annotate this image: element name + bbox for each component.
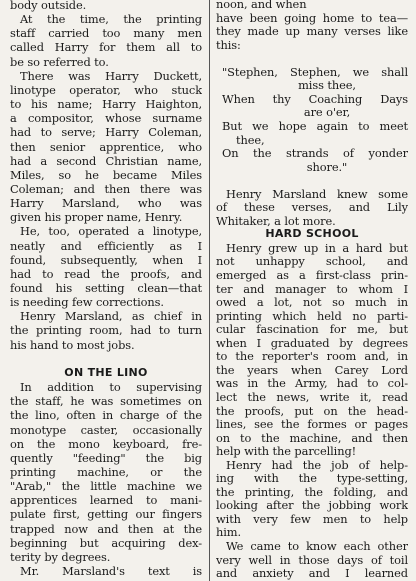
text-line <box>216 51 408 65</box>
text-line: this: <box>216 37 241 52</box>
text-line: lect the news, write it, read <box>216 389 408 404</box>
text-line: the years when Carey Lord <box>216 362 408 377</box>
text-line: Henry Marsland, as chief in <box>20 309 202 324</box>
text-line: on to the machine, and then <box>216 430 408 445</box>
text-line: very well in those days of toil <box>216 552 408 567</box>
text-line: a compositor, whose surname <box>10 111 202 126</box>
text-line: lines, see the formes or pages <box>216 417 408 432</box>
text-line: have been going home to tea— <box>216 10 408 25</box>
text-line: apprentices learned to mani- <box>10 493 202 508</box>
text-line: We came to know each other <box>226 539 408 553</box>
text-line: are o'er, <box>303 105 351 120</box>
text-line: him. <box>216 525 242 540</box>
text-line: the proofs, put on the head- <box>216 403 408 418</box>
text-line: staff carried too many men <box>10 26 202 41</box>
text-line: emerged as a first-class prin- <box>216 268 408 282</box>
text-line: given his proper name, Henry. <box>10 210 183 225</box>
text-line: thee, <box>236 132 265 147</box>
text-line: But we hope again to meet <box>222 118 408 133</box>
text-line <box>10 352 202 366</box>
text-line: On the strands of yonder <box>222 146 408 161</box>
text-line: then senior apprentice, who <box>10 139 202 154</box>
text-line: had to serve; Harry Coleman, <box>10 125 202 140</box>
text-line: of these verses, and Lily <box>216 200 408 215</box>
text-line: Mr. Marsland's text is <box>20 564 202 578</box>
text-line: terity by degrees. <box>10 549 111 564</box>
text-line: Coleman; and then there was <box>10 181 202 196</box>
section-heading: ON THE LINO <box>64 365 148 379</box>
text-line: when I graduated by degrees <box>216 335 408 350</box>
text-line: linotype operator, who stuck <box>10 82 202 97</box>
text-line: "Arab," the little machine we <box>10 479 202 494</box>
text-line: had to read the proofs, and <box>10 266 202 281</box>
text-line: Whitaker, a lot more. <box>216 213 336 228</box>
text-line: his hand to most jobs. <box>10 337 135 352</box>
text-line: Henry had the job of help- <box>226 457 408 472</box>
text-line: on the mono keyboard, fre- <box>10 436 202 451</box>
text-line: help with the parcelling! <box>216 444 357 459</box>
text-line: noon, and when <box>216 0 307 11</box>
text-line: found, subsequently, when I <box>10 252 202 267</box>
text-line: they made up many verses like <box>216 24 408 39</box>
text-line: with very few men to help <box>216 511 408 526</box>
text-line: Henry grew up in a hard but <box>226 240 408 255</box>
left-column <box>10 0 202 581</box>
text-line: quently "feeding" the big <box>10 450 202 465</box>
text-line: trapped now and then at the <box>10 521 202 536</box>
text-line: found his setting clean—that <box>10 281 202 295</box>
text-line: be so referred to. <box>10 54 109 69</box>
text-line: called Harry for them all to <box>10 40 202 55</box>
text-line: monotype caster, occasionally <box>10 422 202 437</box>
text-line: At the time, the printing <box>20 12 202 27</box>
text-line: the lino, often in charge of the <box>10 408 202 423</box>
text-line: printing which held no parti- <box>216 308 408 323</box>
text-line: There was Harry Duckett, <box>20 68 202 83</box>
text-line: He, too, operated a linotype, <box>20 224 202 239</box>
text-line: body outside. <box>10 0 87 12</box>
text-line: ter and manager to whom I <box>216 281 408 296</box>
text-line: pulate first, getting our fingers <box>10 507 202 522</box>
text-line: looking after the jobbing work <box>216 498 408 513</box>
text-line: to the reporter's room and, in <box>216 349 408 364</box>
text-line: owed a lot, not so much in <box>216 295 408 310</box>
text-line: beginning but acquiring dex- <box>10 535 202 550</box>
text-line: ing with the type-setting, <box>216 471 408 486</box>
right-column <box>216 0 408 581</box>
text-line: "Stephen, Stephen, we shall <box>222 64 408 79</box>
text-line: neatly and efficiently as I <box>10 238 202 253</box>
text-line: cular fascination for me, but <box>216 322 408 337</box>
text-line: the printing room, had to turn <box>10 323 202 338</box>
text-line: the printing, the folding, and <box>216 484 408 499</box>
text-line: had a second Christian name, <box>10 153 202 168</box>
text-line: the staff, he was sometimes on <box>10 394 202 409</box>
text-line: In addition to supervising <box>20 380 202 395</box>
text-line: was in the Army, had to col- <box>216 376 408 391</box>
text-line: Henry Marsland knew some <box>226 186 408 201</box>
column-rule <box>209 0 210 581</box>
text-line: Harry Marsland, who was <box>10 196 202 211</box>
text-line <box>216 173 408 187</box>
text-line: not unhappy school, and <box>216 254 408 269</box>
text-line: shore." <box>306 159 348 174</box>
section-heading: HARD SCHOOL <box>265 227 359 241</box>
text-line: is needing few corrections. <box>10 295 164 310</box>
text-line: to his name; Harry Haighton, <box>10 97 202 112</box>
text-line: printing machine, or the <box>10 464 202 479</box>
text-line: miss thee, <box>298 78 356 93</box>
text-line: When thy Coaching Days <box>222 91 408 106</box>
text-line: Miles, so he became Miles <box>10 167 202 182</box>
text-line: and anxiety and I learned <box>216 566 408 581</box>
